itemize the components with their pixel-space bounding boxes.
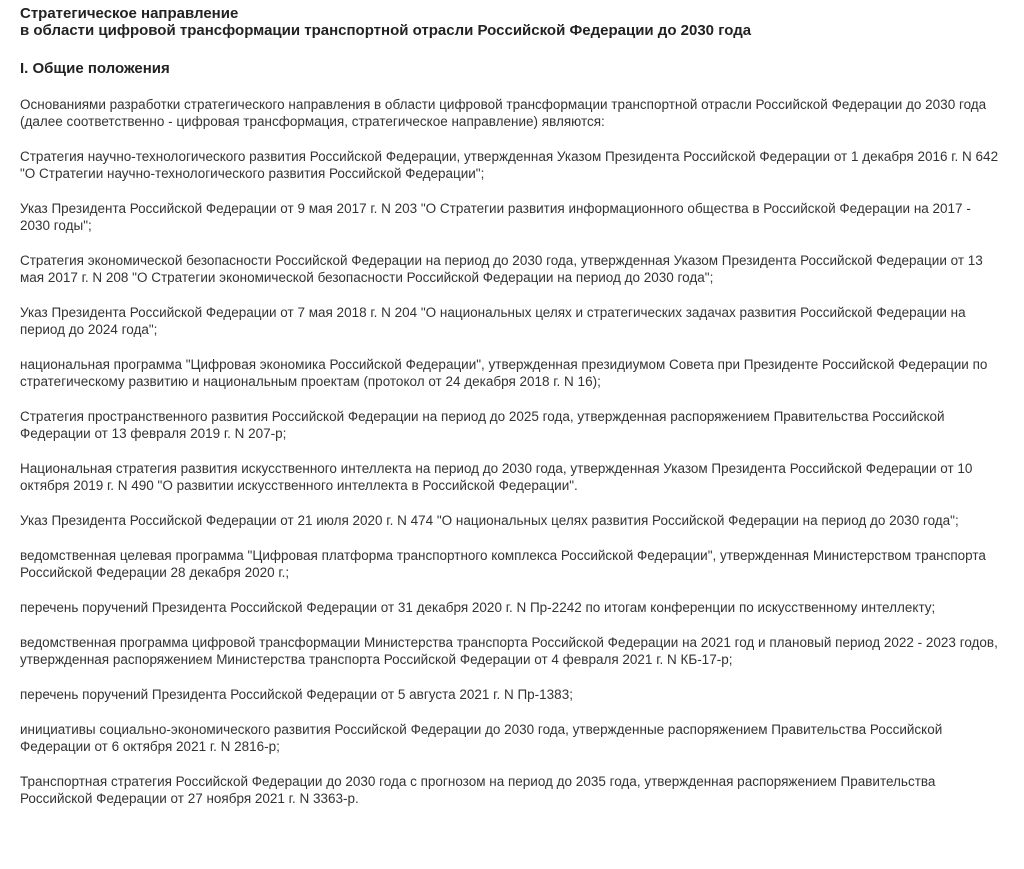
document-title — [20, 5, 1004, 39]
list-item: Стратегия экономической безопасности Российской Федерации на период до 2030 года, утвержденная Указом Президента Российской Федерации от 13 мая 2017 г. N 208 "О Стратегии экономической безопасности Российской Федерации на период до 2030 года"; — [20, 253, 983, 285]
title-line-1: Стратегическое направление — [20, 5, 239, 22]
list-item: инициативы социально-экономического развития Российской Федерации до 2030 года, утвержденные распоряжением Правительства Российской Федерации от 6 октября 2021 г. N 2816-р; — [20, 722, 943, 754]
list-item: перечень поручений Президента Российской Федерации от 31 декабря 2020 г. N Пр-2242 по итогам конференции по искусственному интеллекту; — [20, 600, 936, 615]
list-item: Указ Президента Российской Федерации от 7 мая 2018 г. N 204 "О национальных целях и стратегических задачах развития Российской Федерации на период до 2024 года"; — [20, 305, 966, 337]
list-item: ведомственная программа цифровой трансформации Министерства транспорта Российской Федерации на 2021 год и плановый период 2022 - 2023 годов, утвержденная распоряжением Министерства транспорта Российской Федерации от 4 февраля 2021 г. N КБ-17-р; — [20, 635, 998, 667]
basis-list — [20, 148, 1004, 807]
list-item: ведомственная целевая программа "Цифровая платформа транспортного комплекса Российской Федерации", утвержденная Министерством транспорта Российской Федерации 28 декабря 2020 г.; — [20, 548, 986, 580]
list-item: Указ Президента Российской Федерации от 9 мая 2017 г. N 203 "О Стратегии развития информационного общества в Российской Федерации на 2017 - 2030 годы"; — [20, 201, 971, 233]
list-item: перечень поручений Президента Российской Федерации от 5 августа 2021 г. N Пр-1383; — [20, 687, 573, 702]
list-item: национальная программа "Цифровая экономика Российской Федерации", утвержденная президиумом Совета при Президенте Российской Федерации по стратегическому развитию и национальным проектам (протокол от 24 декабря 2018 г. N 16); — [20, 357, 988, 389]
list-item: Указ Президента Российской Федерации от 21 июля 2020 г. N 474 "О национальных целях развития Российской Федерации на период до 2030 года"; — [20, 513, 959, 528]
list-item: Стратегия научно-технологического развития Российской Федерации, утвержденная Указом Президента Российской Федерации от 1 декабря 2016 г. N 642 "О Стратегии научно-технологического развития Российской Федерации"; — [20, 149, 999, 181]
section-heading: I. Общие положения — [20, 60, 170, 77]
list-item: Стратегия пространственного развития Российской Федерации на период до 2025 года, утвержденная распоряжением Правительства Российской Федерации от 13 февраля 2019 г. N 207-р; — [20, 409, 945, 441]
list-item: Транспортная стратегия Российской Федерации до 2030 года с прогнозом на период до 2035 года, утвержденная распоряжением Правительства Российской Федерации от 27 ноября 2021 г. N 3363-р. — [20, 774, 936, 806]
title-line-2: в области цифровой трансформации транспортной отрасли Российской Федерации до 2030 года — [20, 22, 752, 39]
list-item: Национальная стратегия развития искусственного интеллекта на период до 2030 года, утвержденная Указом Президента Российской Федерации от 10 октября 2019 г. N 490 "О развитии искусственного интеллекта в Российской Федерации". — [20, 461, 973, 493]
intro-paragraph: Основаниями разработки стратегического направления в области цифровой трансформации транспортной отрасли Российской Федерации до 2030 года (далее соответственно - цифровая трансформация, стратегическое направление) являются: — [20, 97, 987, 129]
